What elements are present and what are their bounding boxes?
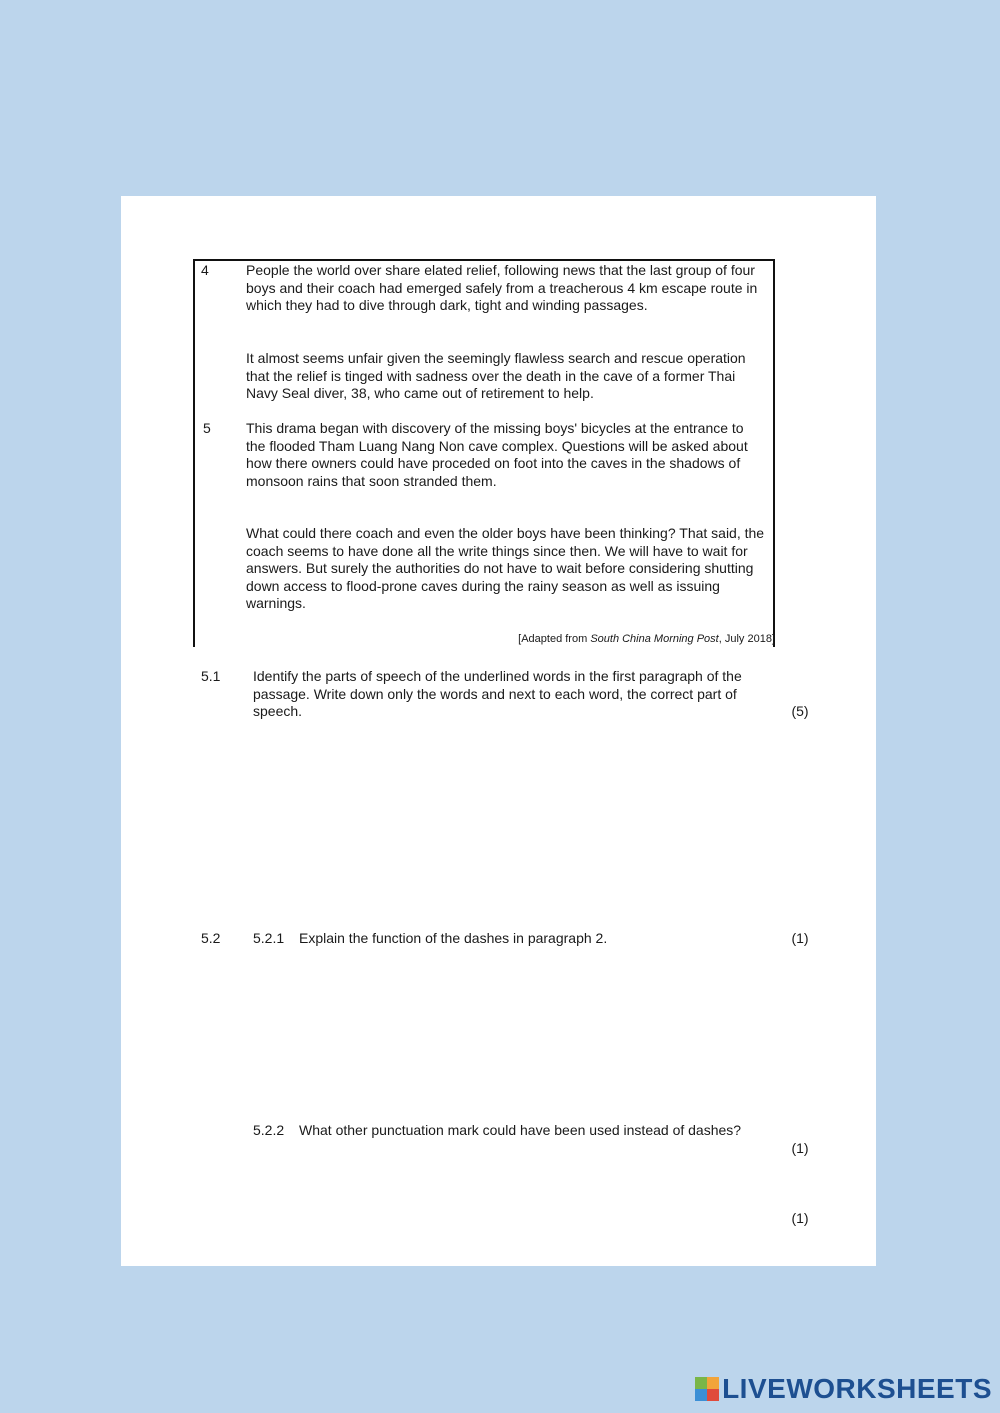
paragraph-text: What could there coach and even the older boys have been thinking? That said, the coach seems to have done all the write things since then. We will have to wait for answers. But surely the authorities do not have to wait before considering shutting down access to flood-prone caves during the rainy season as well as issuing warnings. <box>246 525 765 611</box>
question-text: What other punctuation mark could have been used instead of dashes? <box>299 1122 742 1138</box>
question-number: 5.1 <box>201 668 221 684</box>
question-marks: (1) <box>791 1210 809 1226</box>
sub-question-number: 5.2.2 <box>253 1122 285 1138</box>
paragraph-number: 5 <box>203 420 211 436</box>
question-marks: (1) <box>791 1140 809 1156</box>
question-text: Explain the function of the dashes in paragraph 2. <box>299 930 608 946</box>
question-marks: (5) <box>791 703 809 719</box>
sub-question-number: 5.2.1 <box>253 930 285 946</box>
liveworksheets-logo-icon <box>695 1377 719 1401</box>
question-text: Identify the parts of speech of the underlined words in the first paragraph of the passage. Write down only the words and next to each word, the correct part of speech. <box>253 668 742 719</box>
source-citation: [Adapted from South China Morning Post, July 2018] <box>518 633 775 645</box>
question-number: 5.2 <box>201 930 221 946</box>
logo-text: LIVEWORKSHEETS <box>722 1373 992 1404</box>
paragraph-text: People the world over share elated relief, following news that the last group of four boys and their coach had emerged safely from a treacherous 4 km escape route in which they had to dive through dark, tight and winding passages. <box>246 262 758 313</box>
paragraph-text: It almost seems unfair given the seemingly flawless search and rescue operation that the relief is tinged with sadness over the death in the cave of a former Thai Navy Seal diver, 38, who came out of retirement to help. <box>246 350 746 401</box>
question-marks: (1) <box>791 930 809 946</box>
paragraph-text: This drama began with discovery of the missing boys' bicycles at the entrance to the flooded Tham Luang Nang Non cave complex. Questions will be asked about how there owners could have proceded on foot into the caves in the shadows of monsoon rains that soon stranded them. <box>246 420 748 489</box>
liveworksheets-logo[interactable] <box>695 1373 992 1405</box>
paragraph-number: 4 <box>201 262 209 278</box>
